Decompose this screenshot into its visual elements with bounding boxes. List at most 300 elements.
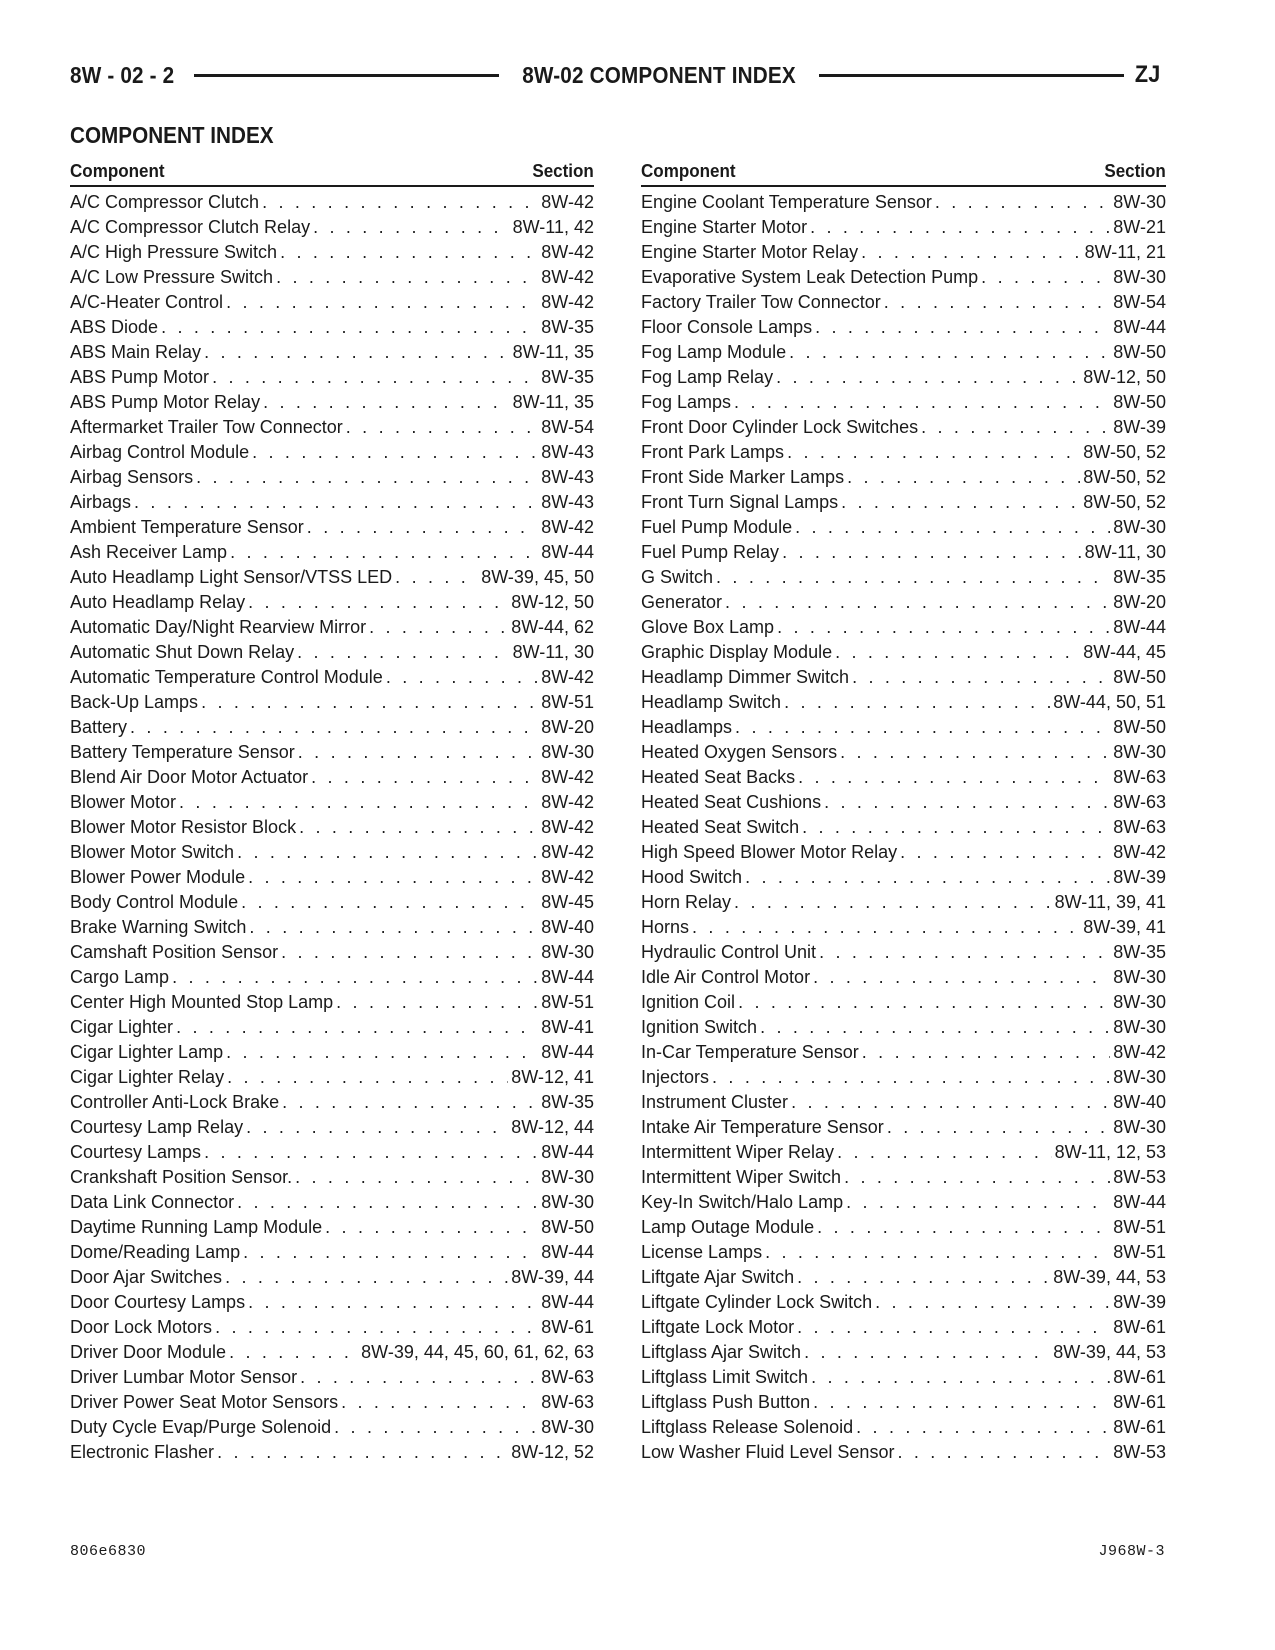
component-name: Liftgate Lock Motor [641,1317,795,1337]
index-entry [641,340,1166,365]
dot-leader [782,540,1082,565]
index-entry [641,765,1166,790]
component-name: Driver Door Module [70,1342,227,1362]
section-ref: 8W-50 [1113,667,1166,687]
dot-leader [248,1290,538,1315]
index-entry [70,1415,594,1440]
index-entry [70,465,594,490]
section-ref: 8W-11, 21 [1084,242,1166,262]
dot-leader [862,1040,1111,1065]
index-entry [70,1140,594,1165]
component-name: Camshaft Position Sensor [70,942,279,962]
section-ref: 8W-43 [541,492,594,512]
dot-leader [395,565,478,590]
component-name: Brake Warning Switch [70,917,247,937]
section-ref: 8W-63 [541,1367,594,1387]
section-ref: 8W-50 [1113,392,1166,412]
left-column [70,157,594,1465]
index-entry [70,1015,594,1040]
index-entry [641,1440,1166,1465]
section-ref: 8W-40 [541,917,594,937]
dot-leader [237,840,538,865]
section-ref: 8W-53 [1113,1442,1166,1462]
dot-leader [334,1415,538,1440]
component-name: Intermittent Wiper Relay [641,1142,835,1162]
dot-leader [861,240,1082,265]
dot-leader [295,1165,538,1190]
component-name: A/C Low Pressure Switch [70,267,274,287]
index-entry [641,1015,1166,1040]
section-ref: 8W-42 [541,767,594,787]
dot-leader [307,515,539,540]
index-entry [70,1290,594,1315]
index-entry [641,590,1166,615]
dot-leader [246,1115,508,1140]
index-entry [70,390,594,415]
section-ref: 8W-63 [1113,792,1166,812]
component-name: Heated Seat Cushions [641,792,822,812]
section-ref: 8W-39, 44 [511,1267,594,1287]
dot-leader [243,1240,538,1265]
dot-leader [212,365,538,390]
section-ref: 8W-30 [1113,1117,1166,1137]
index-entry [641,390,1166,415]
section-ref: 8W-61 [1113,1367,1166,1387]
component-name: Headlamps [641,717,733,737]
component-name: In-Car Temperature Sensor [641,1042,859,1062]
dot-leader [282,1090,538,1115]
index-entry [641,990,1166,1015]
section-ref: 8W-20 [541,717,594,737]
index-entry [641,965,1166,990]
component-name: Front Park Lamps [641,442,785,462]
dot-leader [810,215,1110,240]
section-ref: 8W-42 [1113,1042,1166,1062]
index-entry [70,640,594,665]
index-entry [70,915,594,940]
dot-leader [230,540,538,565]
index-entry [70,840,594,865]
dot-leader [201,690,538,715]
footer-code-left: 806e6830 [70,1543,147,1560]
component-name: Liftglass Release Solenoid [641,1417,854,1437]
component-name: Headlamp Switch [641,692,782,712]
dot-leader [172,965,538,990]
section-ref: 8W-44 [1113,1192,1166,1212]
component-heading: Component [641,160,736,181]
dot-leader [204,340,510,365]
index-entry [641,1115,1166,1140]
section-ref: 8W-50 [1113,342,1166,362]
index-entry [70,490,594,515]
section-ref: 8W-39 [1113,1292,1166,1312]
section-heading: Section [1104,160,1166,181]
dot-leader [817,1215,1110,1240]
component-name: Engine Coolant Temperature Sensor [641,192,932,212]
dot-leader [844,1165,1110,1190]
component-name: Liftglass Ajar Switch [641,1342,802,1362]
dot-leader [130,715,538,740]
component-name: License Lamps [641,1242,763,1262]
dot-leader [837,1140,1052,1165]
dot-leader [813,965,1110,990]
dot-leader [369,615,508,640]
component-name: Liftglass Push Button [641,1392,811,1412]
dot-leader [811,1365,1110,1390]
section-ref: 8W-44 [1113,617,1166,637]
dot-leader [897,1440,1110,1465]
dot-leader [311,765,538,790]
index-entry [641,1090,1166,1115]
section-ref: 8W-42 [541,292,594,312]
dot-leader [795,515,1110,540]
dot-leader [738,990,1110,1015]
section-ref: 8W-11, 30 [512,642,594,662]
section-ref: 8W-61 [1113,1417,1166,1437]
component-name: Door Ajar Switches [70,1267,223,1287]
header-rule-right [819,74,1124,77]
component-name: Fog Lamp Relay [641,367,774,387]
index-entry [641,790,1166,815]
section-ref: 8W-44, 50, 51 [1053,692,1166,712]
dot-leader [134,490,538,515]
component-name: Automatic Temperature Control Module [70,667,383,687]
component-name: Graphic Display Module [641,642,833,662]
component-name: Low Washer Fluid Level Sensor [641,1442,895,1462]
section-ref: 8W-42 [541,842,594,862]
dot-leader [875,1290,1110,1315]
dot-leader [789,340,1110,365]
component-name: Blower Motor [70,792,177,812]
dot-leader [276,265,538,290]
component-name: Fog Lamp Module [641,342,787,362]
section-ref: 8W-35 [1113,942,1166,962]
dot-leader [734,390,1110,415]
section-ref: 8W-51 [1113,1242,1166,1262]
dot-leader [797,1265,1050,1290]
dot-leader [981,265,1110,290]
component-name: Lamp Outage Module [641,1217,815,1237]
component-name: Body Control Module [70,892,239,912]
component-name: A/C Compressor Clutch Relay [70,217,311,237]
component-name: Battery [70,717,128,737]
section-title: 8W-02 COMPONENT INDEX [521,61,796,88]
section-ref: 8W-44 [541,967,594,987]
component-name: Courtesy Lamps [70,1142,202,1162]
component-name: Blower Motor Resistor Block [70,817,297,837]
dot-leader [217,1440,508,1465]
section-ref: 8W-42 [541,667,594,687]
index-entry [70,615,594,640]
dot-leader [815,315,1110,340]
dot-leader [813,1390,1110,1415]
index-entry [641,1240,1166,1265]
section-ref: 8W-42 [541,792,594,812]
section-ref: 8W-61 [1113,1392,1166,1412]
dot-leader [824,790,1110,815]
component-name: Auto Headlamp Relay [70,592,246,612]
index-entry [70,1240,594,1265]
index-entry [641,1290,1166,1315]
index-entry [70,515,594,540]
component-name: Cigar Lighter Lamp [70,1042,224,1062]
section-ref: 8W-12, 41 [511,1067,594,1087]
section-ref: 8W-50, 52 [1083,442,1166,462]
index-entry [641,1140,1166,1165]
dot-leader [787,440,1080,465]
component-name: Floor Console Lamps [641,317,813,337]
component-name: Data Link Connector [70,1192,235,1212]
section-ref: 8W-12, 44 [511,1117,594,1137]
index-entry [641,690,1166,715]
component-name: Airbag Sensors [70,467,194,487]
dot-leader [921,415,1110,440]
component-name: Automatic Shut Down Relay [70,642,295,662]
dot-leader [856,1415,1110,1440]
component-name: Hood Switch [641,867,743,887]
section-ref: 8W-50, 52 [1083,467,1166,487]
section-ref: 8W-30 [1113,517,1166,537]
component-name: Battery Temperature Sensor [70,742,295,762]
section-heading: Section [532,160,594,181]
dot-leader [734,890,1052,915]
dot-leader [215,1315,538,1340]
dot-leader [176,1015,538,1040]
component-name: Courtesy Lamp Relay [70,1117,244,1137]
index-entry [641,515,1166,540]
right-column [641,157,1166,1465]
index-entry [641,215,1166,240]
index-entry [70,1440,594,1465]
index-entry [641,440,1166,465]
component-name: Hydraulic Control Unit [641,942,817,962]
component-name: Cargo Lamp [70,967,170,987]
dot-leader [179,790,538,815]
index-entry [70,1315,594,1340]
dot-leader [840,740,1110,765]
index-entry [70,1215,594,1240]
section-ref: 8W-39 [1113,867,1166,887]
index-entry [641,1065,1166,1090]
component-name: Front Turn Signal Lamps [641,492,839,512]
index-entry [70,940,594,965]
index-entry [70,815,594,840]
dot-leader [161,315,538,340]
index-entry [641,1340,1166,1365]
index-entry [641,740,1166,765]
index-entry [70,290,594,315]
index-entry [641,1265,1166,1290]
component-name: Controller Anti-Lock Brake [70,1092,280,1112]
section-ref: 8W-44, 45 [1083,642,1166,662]
component-name: Ignition Switch [641,1017,758,1037]
dot-leader [281,940,538,965]
index-entry [641,940,1166,965]
component-name: ABS Pump Motor [70,367,210,387]
section-ref: 8W-35 [541,367,594,387]
component-name: Instrument Cluster [641,1092,789,1112]
section-ref: 8W-51 [1113,1217,1166,1237]
dot-leader [346,415,539,440]
component-name: Dome/Reading Lamp [70,1242,241,1262]
component-name: High Speed Blower Motor Relay [641,842,898,862]
index-entry [70,1115,594,1140]
dot-leader [262,190,538,215]
component-name: Electronic Flasher [70,1442,215,1462]
dot-leader [263,390,510,415]
index-entry [70,415,594,440]
section-ref: 8W-11, 35 [512,392,594,412]
dot-leader [300,1365,538,1390]
component-name: Engine Starter Motor [641,217,808,237]
dot-leader [887,1115,1110,1140]
index-entry [70,715,594,740]
dot-leader [735,715,1110,740]
section-ref: 8W-21 [1113,217,1166,237]
section-ref: 8W-39 [1113,417,1166,437]
section-ref: 8W-51 [541,692,594,712]
index-entry [70,1340,594,1365]
component-name: Fuel Pump Module [641,517,793,537]
section-ref: 8W-11, 35 [512,342,594,362]
section-ref: 8W-50, 52 [1083,492,1166,512]
index-entry [641,615,1166,640]
index-entry [70,590,594,615]
right-entries [641,190,1166,1465]
dot-leader [725,590,1110,615]
dot-leader [297,640,510,665]
dot-leader [847,465,1080,490]
index-entry [641,1190,1166,1215]
component-name: Generator [641,592,723,612]
component-name: Ignition Coil [641,992,736,1012]
component-name: Headlamp Dimmer Switch [641,667,850,687]
section-ref: 8W-39, 45, 50 [481,567,594,587]
component-name: Engine Starter Motor Relay [641,242,859,262]
dot-leader [229,1340,358,1365]
section-ref: 8W-39, 41 [1083,917,1166,937]
dot-leader [900,840,1110,865]
component-name: Driver Lumbar Motor Sensor [70,1367,298,1387]
dot-leader [846,1190,1110,1215]
dot-leader [204,1140,538,1165]
dot-leader [313,215,510,240]
dot-leader [884,290,1111,315]
component-name: Liftglass Limit Switch [641,1367,809,1387]
section-ref: 8W-41 [541,1017,594,1037]
right-column-header [641,157,1166,187]
index-entry [641,1390,1166,1415]
component-name: G Switch [641,567,714,587]
index-entry [641,565,1166,590]
page-header [70,58,1160,92]
index-entry [641,265,1166,290]
component-name: Intake Air Temperature Sensor [641,1117,884,1137]
index-entry [70,890,594,915]
section-ref: 8W-30 [1113,992,1166,1012]
component-name: Door Courtesy Lamps [70,1292,246,1312]
index-entry [641,890,1166,915]
index-entry [641,540,1166,565]
index-entry [70,240,594,265]
section-ref: 8W-30 [1113,1017,1166,1037]
section-ref: 8W-39, 44, 45, 60, 61, 62, 63 [361,1342,594,1362]
section-ref: 8W-30 [1113,742,1166,762]
component-name: Ash Receiver Lamp [70,542,228,562]
component-name: Crankshaft Position Sensor. [70,1167,293,1187]
index-entry [641,415,1166,440]
component-name: Front Door Cylinder Lock Switches [641,417,919,437]
section-ref: 8W-12, 52 [511,1442,594,1462]
section-ref: 8W-30 [541,942,594,962]
index-entry [70,190,594,215]
model-code: ZJ [1134,61,1161,88]
section-ref: 8W-51 [541,992,594,1012]
dot-leader [745,865,1110,890]
component-name: A/C Compressor Clutch [70,192,260,212]
index-entry [641,240,1166,265]
section-ref: 8W-53 [1113,1167,1166,1187]
dot-leader [196,465,538,490]
dot-leader [765,1240,1110,1265]
component-name: Driver Power Seat Motor Sensors [70,1392,339,1412]
component-name: ABS Diode [70,317,159,337]
component-name: Blend Air Door Motor Actuator [70,767,309,787]
index-entry [70,1090,594,1115]
left-column-header [70,157,594,187]
component-name: Airbags [70,492,132,512]
component-name: Door Lock Motors [70,1317,213,1337]
index-entry [641,1315,1166,1340]
section-ref: 8W-63 [541,1392,594,1412]
dot-leader [716,565,1110,590]
section-ref: 8W-50 [541,1217,594,1237]
component-name: Horns [641,917,690,937]
dot-leader [804,1340,1050,1365]
dot-leader [802,815,1110,840]
index-entry [70,990,594,1015]
component-name: Fog Lamps [641,392,732,412]
section-ref: 8W-43 [541,467,594,487]
component-name: Cigar Lighter Relay [70,1067,225,1087]
component-name: Horn Relay [641,892,732,912]
index-entry [70,1165,594,1190]
component-name: Heated Oxygen Sensors [641,742,838,762]
dot-leader [248,590,508,615]
section-ref: 8W-35 [1113,567,1166,587]
dot-leader [226,1040,538,1065]
component-name: Liftgate Cylinder Lock Switch [641,1292,873,1312]
section-ref: 8W-42 [1113,842,1166,862]
section-ref: 8W-42 [541,242,594,262]
index-entry [70,790,594,815]
index-entry [641,190,1166,215]
component-name: Key-In Switch/Halo Lamp [641,1192,844,1212]
component-heading: Component [70,160,165,181]
section-ref: 8W-30 [541,1167,594,1187]
index-title: COMPONENT INDEX [70,122,274,148]
dot-leader [248,865,538,890]
index-entry [641,640,1166,665]
component-name: A/C High Pressure Switch [70,242,278,262]
footer-code-right: J968W-3 [1098,1543,1165,1560]
section-ref: 8W-30 [541,1417,594,1437]
component-name: Front Side Marker Lamps [641,467,845,487]
component-name: Intermittent Wiper Switch [641,1167,842,1187]
section-ref: 8W-42 [541,267,594,287]
index-entry [641,315,1166,340]
section-ref: 8W-63 [1113,817,1166,837]
